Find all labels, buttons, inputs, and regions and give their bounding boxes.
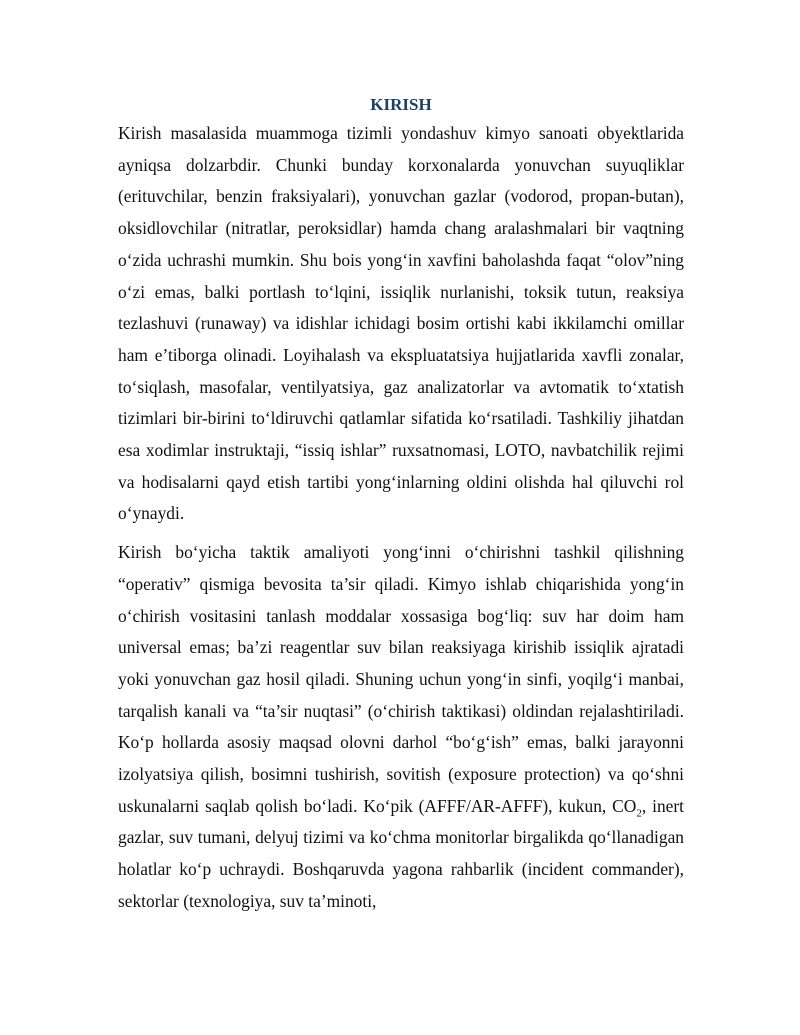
section-title: KIRISH bbox=[370, 95, 432, 114]
co2-subscript: 2 bbox=[636, 807, 642, 820]
paragraph-2-text-end: , inert gazlar, suv tumani, delyuj tizimi va ko‘chma monitorlar birgalikda qo‘llanadigan holatlar ko‘p uchraydi. Boshqaruvda yagona rahbarlik (incident commander), sektorlar (texnologiya, suv ta’minoti, bbox=[118, 795, 684, 911]
paragraph-2-text-start: Kirish bo‘yicha taktik amaliyoti yong‘inni o‘chirishni tashkil qilishning “operativ” qismiga bevosita ta’sir qiladi. Kimyo ishlab chiqarishida yong‘in o‘chirish vositasini tanlash moddalar xossasiga bog‘liq: suv har doim ham universal emas; ba’zi reagentlar suv bilan reaksiyaga kirishib issiqlik ajratadi yoki yonuvchan gaz hosil qiladi. Shuning uchun yong‘in sinfi, yoqilg‘i manbai, tarqalish kanali va “ta’sir nuqtasi” (o‘chirish taktikasi) oldindan rejalashtiriladi. Ko‘p hollarda asosiy maqsad olovni darhol “bo‘g‘ish” emas, balki jarayonni izolyatsiya qilish, bosimni tushirish, sovitish (exposure protection) va qo‘shni uskunalarni saqlab qolish bo‘ladi. Ko‘pik (AFFF/AR-AFFF), kukun, CO bbox=[118, 542, 684, 816]
paragraph-2 bbox=[118, 537, 684, 917]
document-page bbox=[118, 88, 684, 925]
paragraph-1: Kirish masalasida muammoga tizimli yondashuv kimyo sanoati obyektlarida ayniqsa dolzarbdir. Chunki bunday korxonalarda yonuvchan suyuqliklar (erituvchilar, benzin fraksiyalari), yonuvchan gazlar (vodorod, propan-butan), oksidlovchilar (nitratlar, peroksidlar) hamda chang aralashmalari bir vaqtning o‘zida uchrashi mumkin. Shu bois yong‘in xavfini baholashda faqat “olov”ning o‘zi emas, balki portlash to‘lqini, issiqlik nurlanishi, toksik tutun, reaksiya tezlashuvi (runaway) va idishlar ichidagi bosim ortishi kabi ikkilamchi omillar ham e’tiborga olinadi. Loyihalash va ekspluatatsiya hujjatlarida xavfli zonalar, to‘siqlash, masofalar, ventilyatsiya, gaz analizatorlar va avtomatik to‘xtatish tizimlari bir-birini to‘ldiruvchi qatlamlar sifatida ko‘rsatiladi. Tashkiliy jihatdan esa xodimlar instruktaji, “issiq ishlar” ruxsatnomasi, LOTO, navbatchilik rejimi va hodisalarni qayd etish tartibi yong‘inlarning oldini olishda hal qiluvchi rol o‘ynaydi. bbox=[118, 123, 684, 524]
